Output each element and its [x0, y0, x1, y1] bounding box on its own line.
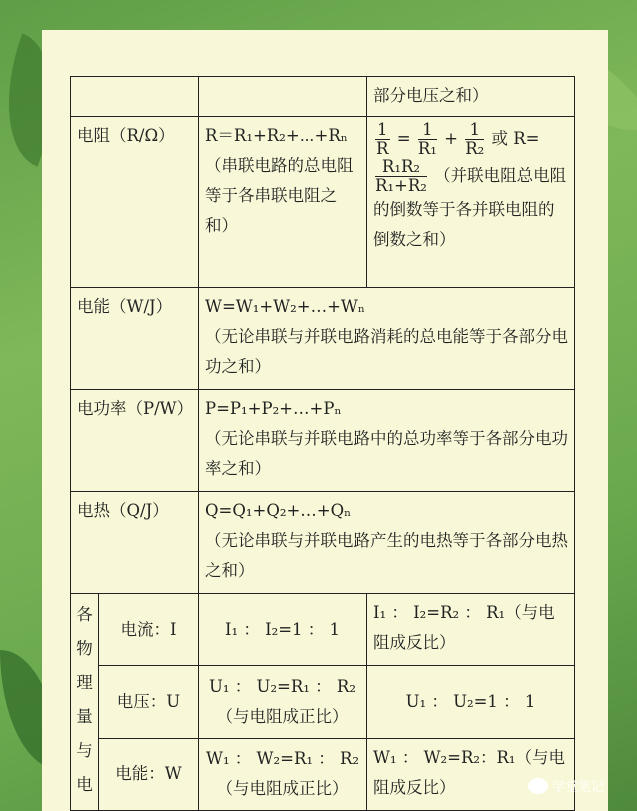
fraction: $\frac{\text{R₁R₂}}{\text{R₁+R₂}}$ — [375, 156, 427, 195]
table-row — [71, 491, 575, 593]
formula-parallel-resistance: $\frac{1}{R}$ = $\frac{1}{\text{R₁}}$ + $\frac{1}{\text{R₂}}$ 或 R= $\frac{\text{R₁R₂}}{\text{R₁+R₂}}$ （并联电阻总电阻的倒数等于各并联电阻的倒数之和） — [367, 116, 575, 287]
ratio-parallel-current: I₁ ： I₂=R₂ ： R₁（与电阻成反比） — [367, 593, 575, 665]
row-label-energy: 电能（W/J） — [71, 288, 199, 390]
note-energy: （无论串联与并联电路消耗的总电能等于各部分电功之和） — [205, 327, 568, 377]
physics-table — [70, 76, 575, 811]
formula-power: P=P₁+P₂+…+Pₙ — [205, 398, 342, 418]
table-row — [71, 288, 575, 390]
table-cell — [199, 288, 575, 390]
formula-heat: Q=Q₁+Q₂+…+Qₙ — [205, 500, 352, 520]
table-cell — [199, 389, 575, 491]
note-power: （无论串联与并联电路中的总功率等于各部分电功率之和） — [205, 428, 568, 478]
group-label: 各物理量与电 — [71, 593, 99, 810]
ratio-series-current: I₁ ： I₂=1 ： 1 — [199, 593, 367, 665]
table-row — [71, 666, 575, 738]
table-row — [71, 593, 575, 665]
fraction: $\frac{1}{\text{R₁}}$ — [417, 119, 437, 158]
brand-watermark — [528, 776, 604, 795]
table-cell: 部分电压之和） — [367, 77, 575, 117]
table-row — [71, 77, 575, 117]
chat-icon — [528, 778, 548, 794]
row-label-current: 电流：I — [99, 593, 199, 665]
note-heat: （无论串联与并联电路产生的电热等于各部分电热之和） — [205, 530, 568, 580]
row-label-resistance: 电阻（R/Ω） — [71, 116, 199, 287]
row-label-energy-ratio: 电能：W — [99, 738, 199, 810]
table-cell — [71, 77, 199, 117]
formula-series-resistance: R＝R₁+R₂+⋯+Rₙ（串联电路的总电阻等于各串联电阻之和） — [199, 116, 367, 287]
fraction: $\frac{1}{\text{R₂}}$ — [465, 119, 485, 158]
table-row — [71, 738, 575, 810]
row-label-heat: 电热（Q/J） — [71, 491, 199, 593]
table-row — [71, 116, 575, 287]
formula-energy: W=W₁+W₂+…+Wₙ — [205, 297, 366, 317]
row-label-voltage: 电压：U — [99, 666, 199, 738]
ratio-series-energy: W₁ ： W₂=R₁ ： R₂（与电阻成正比） — [199, 738, 367, 810]
ratio-parallel-voltage: U₁ ： U₂=1 ： 1 — [367, 666, 575, 738]
table-row — [71, 389, 575, 491]
row-label-power: 电功率（P/W） — [71, 389, 199, 491]
table-cell — [199, 491, 575, 593]
brand-label: 学堂笔记 — [552, 780, 605, 795]
ratio-parallel-energy: W₁ ： W₂=R₂：R₁（与电阻成反比） — [367, 738, 575, 810]
table-cell — [199, 77, 367, 117]
ratio-series-voltage: U₁ ： U₂=R₁ ： R₂（与电阻成正比） — [199, 666, 367, 738]
fraction: $\frac{1}{R}$ — [376, 119, 389, 158]
